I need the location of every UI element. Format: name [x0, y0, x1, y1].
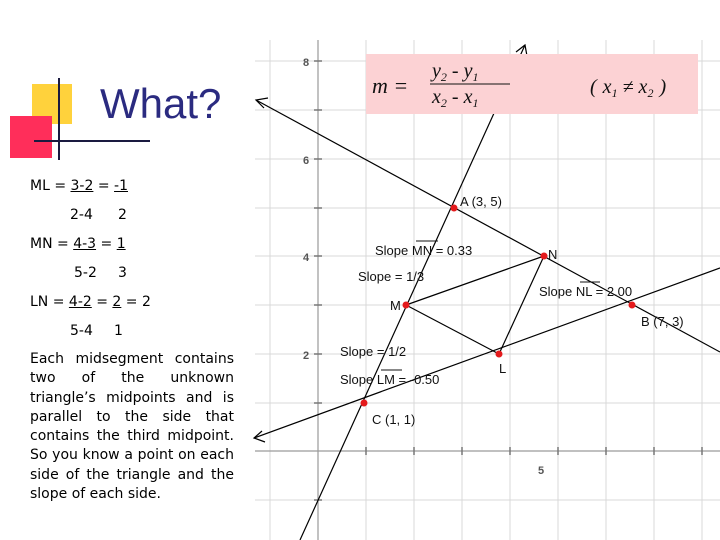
slope-ml-denominator: 2-4: [70, 207, 93, 223]
label-point-c: C (1, 1): [372, 412, 416, 427]
annotation-slope-lm-value: = -0.50: [394, 372, 440, 387]
annotation-slope-lm-segment: LM: [376, 372, 395, 387]
formula-lhs: m =: [372, 73, 409, 98]
slope-ln-denominator: 5-4: [70, 323, 93, 339]
annotation-slope-mn-fraction: Slope = 1/3: [358, 269, 425, 284]
formula-cond-open: (: [590, 76, 597, 98]
formula-minus: -: [446, 60, 464, 82]
slope-ln-prefix: LN =: [30, 294, 69, 310]
slope-mn-numerator: 4-3: [73, 236, 97, 252]
y-tick-label: 6: [303, 155, 310, 167]
explanation-paragraph: Each midsegment contains two of the unknown triangle’s midpoints and is parallel to the side that contains the third midpoint. So you know a point on each side of the triangle and the slope of each side.: [30, 351, 234, 503]
y-tick-label: 2: [303, 350, 310, 362]
formula-x2: x: [432, 86, 441, 108]
annotation-slope-lm-fraction: Slope = 1/2: [340, 344, 407, 359]
formula-x1-sub: 1: [472, 96, 479, 110]
annotation-slope-mn-prefix: Slope: [375, 243, 412, 258]
annotation-slope-mn-value: = 0.33: [432, 243, 473, 258]
formula-cond-x2: x: [638, 76, 648, 98]
label-point-l: L: [499, 361, 507, 376]
formula-neq: ≠: [617, 76, 639, 98]
label-point-a: A (3, 5): [460, 194, 502, 209]
slope-mn-prefix: MN =: [30, 236, 74, 252]
slope-ln-numerator: 4-2: [68, 294, 92, 310]
formula-cond-x1: x: [602, 76, 612, 98]
slope-ml-numerator: 3-2: [70, 178, 94, 194]
formula-y1: y: [463, 60, 473, 82]
slope-ln-result-numerator: 2: [112, 294, 122, 310]
label-point-b: B (7, 3): [641, 314, 684, 329]
label-point-m: M: [390, 298, 401, 313]
slope-ml-prefix: ML =: [30, 178, 71, 194]
y-tick-label: 4: [303, 252, 310, 264]
slope-ln-equals: =: [91, 294, 113, 310]
label-point-n: N: [548, 247, 558, 262]
formula-y2-sub: 2: [440, 70, 447, 84]
annotation-slope-nl-prefix: Slope: [539, 284, 576, 299]
y-tick-label: 8: [303, 57, 310, 69]
formula-condition: [590, 76, 666, 100]
formula-denominator: [431, 86, 478, 110]
formula-x1: x: [463, 86, 473, 108]
annotation-slope-nl-value: = 2.00: [592, 284, 633, 299]
formula-cond-x2-sub: 2: [647, 86, 654, 100]
slope-mn-result-denominator: 3: [118, 265, 127, 281]
slope-mn-denominator: 5-2: [74, 265, 97, 281]
annotation-slope-nl-segment: NL: [575, 284, 593, 299]
formula-x2-sub: 2: [440, 96, 447, 110]
slope-ml-result-numerator: -1: [114, 178, 128, 194]
slope-ln-result-denominator: 1: [114, 323, 123, 339]
slope-ml-equals: =: [93, 178, 115, 194]
annotation-slope-mn-segment: MN: [411, 243, 433, 258]
slide-title: What?: [100, 80, 222, 127]
formula-y2: y: [432, 60, 441, 82]
formula-numerator: [430, 60, 478, 84]
x-tick-label: 5: [538, 465, 545, 477]
formula-y1-sub: 1: [472, 70, 479, 84]
slope-ml-result-denominator: 2: [118, 207, 127, 223]
slope-mn-equals: =: [96, 236, 117, 252]
slope-mn-result-numerator: 1: [116, 236, 126, 252]
formula-cond-x1-sub: 1: [611, 86, 618, 100]
formula-cond-close: ): [659, 76, 667, 98]
slope-ln-final: = 2: [121, 294, 151, 310]
annotation-slope-lm-prefix: Slope: [340, 372, 377, 387]
formula-minus: -: [446, 86, 464, 108]
